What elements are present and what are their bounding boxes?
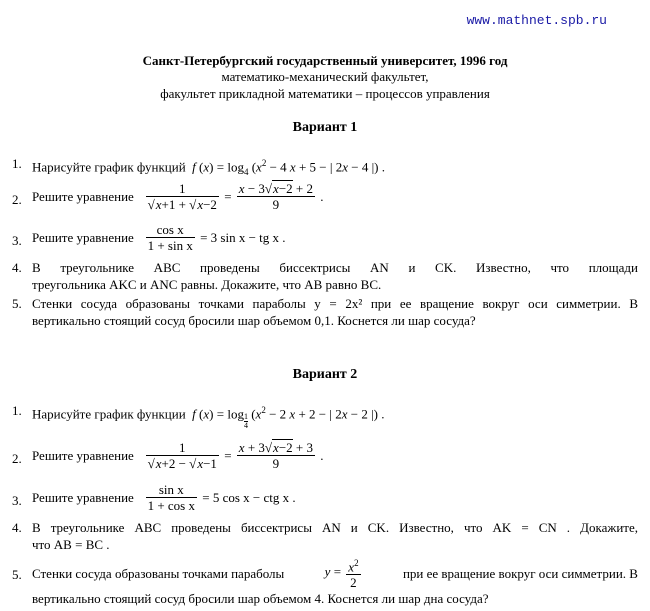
- faculty-line: математико-механический факультет,: [221, 69, 429, 84]
- faculty-line-2: факультет прикладной математики – процессов управления: [160, 86, 490, 101]
- variant-2-title: Вариант 2: [292, 367, 358, 382]
- university-title: Санкт-Петербургский государственный университет, 1996 год: [142, 53, 508, 68]
- variant-1-title: Вариант 1: [292, 120, 358, 135]
- site-url[interactable]: www.mathnet.spb.ru: [466, 13, 607, 28]
